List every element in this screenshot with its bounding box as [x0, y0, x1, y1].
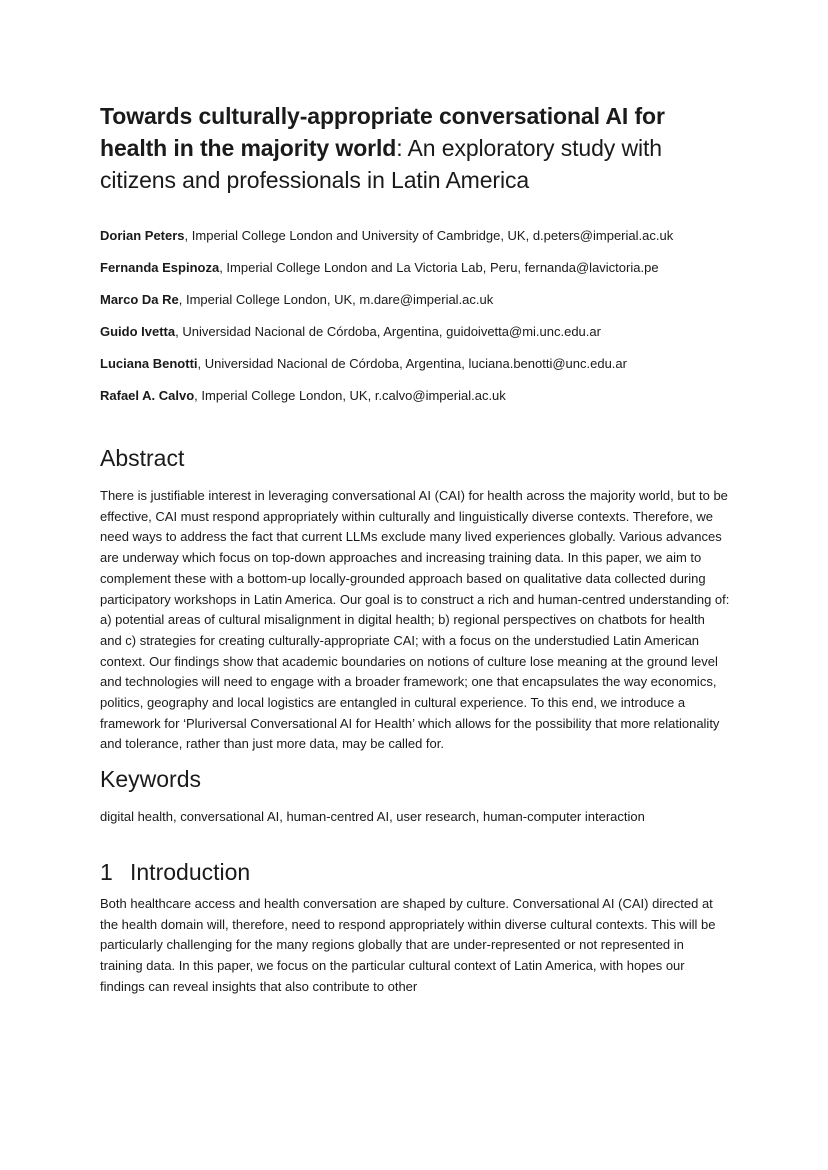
author-name: Marco Da Re: [100, 292, 179, 307]
section-title: Introduction: [130, 858, 251, 885]
author-list: [100, 228, 730, 404]
keywords-heading: Keywords: [100, 766, 201, 793]
author-line: [100, 228, 730, 244]
author-line: [100, 388, 730, 404]
author-name: Fernanda Espinoza: [100, 260, 220, 275]
author-name: Guido Ivetta: [100, 324, 176, 339]
keywords-text: digital health, conversational AI, human-centred AI, user research, human-computer interaction: [100, 809, 645, 825]
author-line: [100, 292, 730, 308]
abstract-heading: Abstract: [100, 445, 185, 471]
introduction-heading: [100, 858, 730, 886]
author-name: Dorian Peters: [100, 228, 185, 243]
paper-title: [100, 100, 730, 196]
introduction-text: Both healthcare access and health conversation are shaped by culture. Conversational AI (CAI) directed at the health domain will, therefore, need to respond appropriately within diverse cultural contexts. This will be particularly challenging for the many regions globally that are under-represented or not represented in training data. In this paper, we focus on the particular cultural context of Latin America, with hopes our findings can reveal insights that also contribute to other: [100, 895, 716, 994]
author-name: Luciana Benotti: [100, 356, 198, 371]
section-number: 1: [100, 858, 113, 885]
author-affiliation: , Universidad Nacional de Córdoba, Argentina, luciana.benotti@unc.edu.ar: [197, 356, 627, 371]
author-line: [100, 324, 730, 340]
paper-title-subtitle: : An exploratory study with citizens and professionals in Latin America: [100, 135, 662, 193]
paper-page: [100, 100, 730, 997]
author-line: [100, 260, 730, 276]
author-affiliation: , Imperial College London, UK, m.dare@imperial.ac.uk: [178, 292, 494, 307]
abstract-text: There is justifiable interest in leveraging conversational AI (CAI) for health across the majority world, but to be effective, CAI must respond appropriately within culturally and linguistically diverse contexts. Therefore, we need ways to address the fact that current LLMs exclude many lived experiences globally. Various advances are underway which focus on top-down approaches and increasing training data. In this paper, we aim to complement these with a bottom-up locally-grounded approach based on qualitative data collected during participatory workshops in Latin America. Our goal is to construct a rich and human-centred understanding of: a) potential areas of cultural misalignment in digital health; b) regional perspectives on chatbots for health and c) strategies for creating culturally-appropriate CAI; with a focus on the understudied Latin American context. Our findings show that academic boundaries on notions of culture lose meaning at the ground level and technologies will need to engage with a broader framework; one that encapsulates the way economics, politics, geography and local logistics are entangled in cultural experience. To this end, we introduce a framework for ‘Pluriversal Conversational AI for Health’ which allows for the possibility that more relationality and tolerance, rather than just more data, may be called for.: [100, 488, 730, 752]
author-line: [100, 356, 730, 372]
author-affiliation: , Universidad Nacional de Córdoba, Argentina, guidoivetta@mi.unc.edu.ar: [175, 324, 601, 339]
author-name: Rafael A. Calvo: [100, 388, 195, 403]
author-affiliation: , Imperial College London and University of Cambridge, UK, d.peters@imperial.ac.uk: [184, 228, 674, 243]
author-affiliation: , Imperial College London and La Victoria Lab, Peru, fernanda@lavictoria.pe: [219, 260, 659, 275]
paper-title-bold: Towards culturally-appropriate conversational AI for health in the majority world: [100, 103, 665, 161]
author-affiliation: , Imperial College London, UK, r.calvo@imperial.ac.uk: [194, 388, 506, 403]
